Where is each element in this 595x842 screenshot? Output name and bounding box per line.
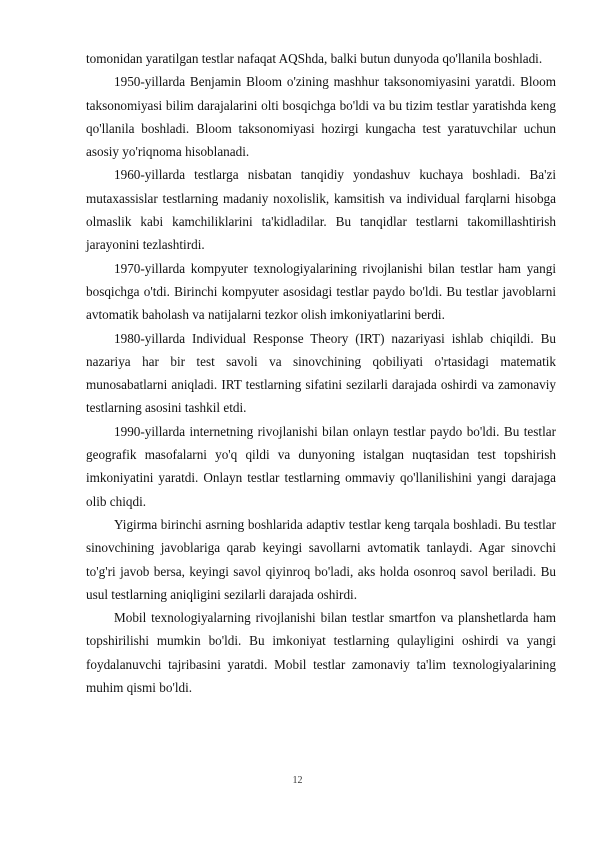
paragraph-irt-1980s: 1980-yillarda Individual Response Theory (IRT) nazariyasi ishlab chiqildi. Bu nazariya har bir test savoli va sinovchining qobiliyati o'rtasidagi matematik munosabatlarni aniqladi. IRT testlarning sifatini sezilarli darajada oshirdi va zamonaviy testlarning asosini tashkil etdi.: [86, 330, 556, 416]
paragraph-bloom-1950s: 1950-yillarda Benjamin Bloom o'zining mashhur taksonomiyasini yaratdi. Bloom taksonomiyasi bilim darajalarini olti bosqichga bo'ldi va bu tizim testlar yaratishda keng qo'llanila boshladi. Bloom taksonomiyasi hozirgi kungacha test yaratuvchilar uchun asosiy yo'riqnoma hisoblanadi.: [86, 74, 556, 160]
paragraph-online-1990s: 1990-yillarda internetning rivojlanishi bilan onlayn testlar paydo bo'ldi. Bu testlar geografik masofalarni yo'q qildi va dunyoning istalgan nuqtasidan test topshirish imkoniyatini yaratdi. Onlayn testlar testlarning ommaviy qo'llanilishini yangi darajaga olib chiqdi.: [86, 423, 556, 509]
paragraph-criticism-1960s: 1960-yillarda testlarga nisbatan tanqidiy yondashuv kuchaya boshladi. Ba'zi mutaxassislar testlarning madaniy noxolislik, kamsitish va individual farqlarni hisobga olmaslik kabi kamchiliklarini ta'kidladilar. Bu tanqidlar testlarni takomillashtirish jarayonini tezlashtirdi.: [86, 167, 556, 253]
paragraph-computers-1970s: 1970-yillarda kompyuter texnologiyalarining rivojlanishi bilan testlar ham yangi bosqichga o'tdi. Birinchi kompyuter asosidagi testlar paydo bo'ldi. Bu testlar javoblarni avtomatik baholash va natijalarni tezkor olish imkoniyatlarini berdi.: [86, 260, 556, 323]
paragraph-adaptive-21st-century: Yigirma birinchi asrning boshlarida adaptiv testlar keng tarqala boshladi. Bu testlar sinovchining javoblariga qarab keyingi savollarni avtomatik tanlaydi. Agar sinovchi to'g'ri javob bersa, keyingi savol qiyinroq bo'ladi, aks holda osonroq savol beriladi. Bu usul testlarning aniqligini sezilarli darajada oshirdi.: [86, 516, 556, 602]
paragraph-continuation: tomonidan yaratilgan testlar nafaqat AQShda, balki butun dunyoda qo'llanila boshladi.: [86, 51, 543, 66]
page-body: [86, 47, 556, 699]
page-number: 12: [292, 775, 303, 786]
paragraph-mobile: Mobil texnologiyalarning rivojlanishi bilan testlar smartfon va planshetlarda ham topshirilishi mumkin bo'ldi. Bu imkoniyat testlarning qulayligini oshirdi va yangi foydalanuvchi tajribasini yaratdi. Mobil testlar zamonaviy ta'lim texnologiyalarining muhim qismi bo'ldi.: [86, 610, 556, 696]
